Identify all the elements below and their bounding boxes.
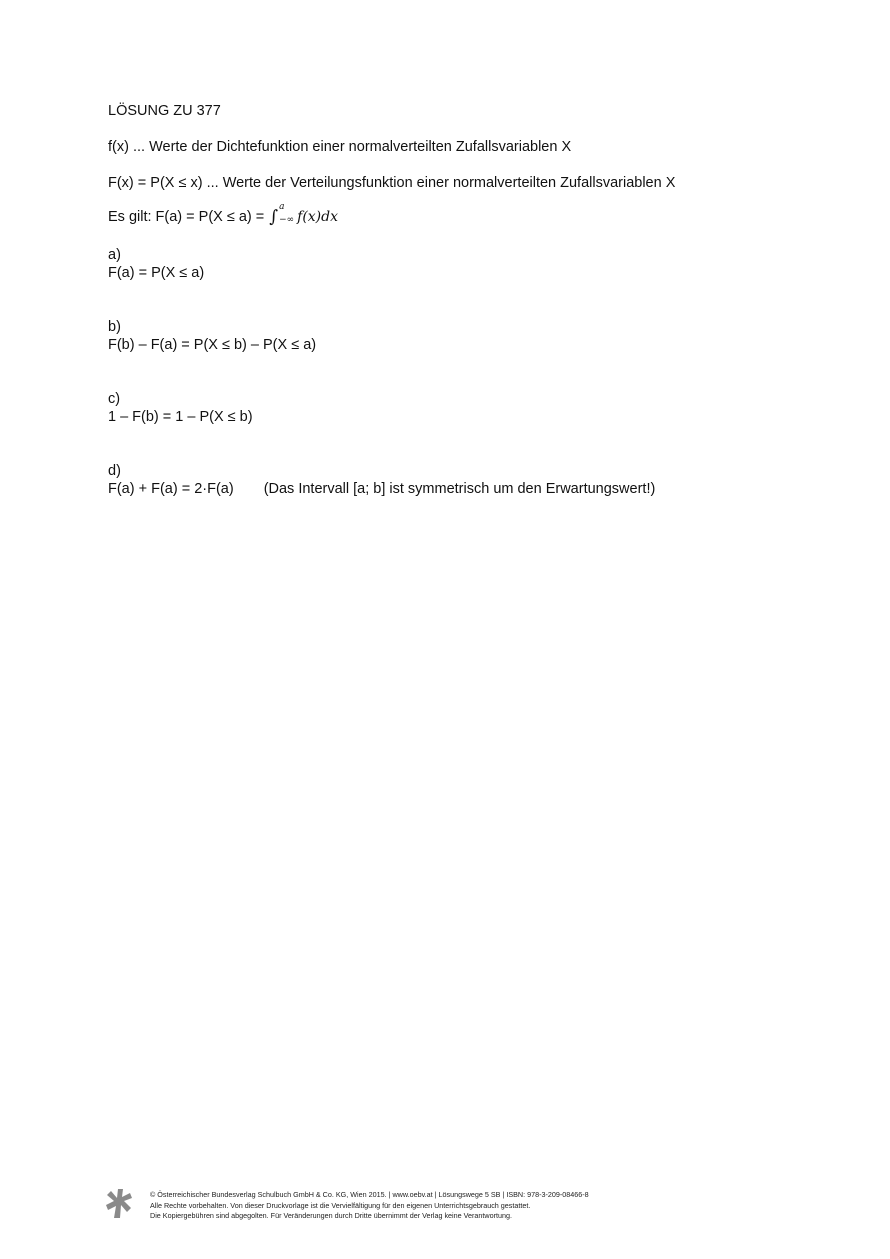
part-b-text: F(b) – F(a) = P(X ≤ b) – P(X ≤ a) <box>108 337 317 353</box>
distribution-definition: F(x) = P(X ≤ x) ... Werte der Verteilungsfunktion einer normalverteilten Zufallsvariablen X <box>108 175 676 191</box>
density-definition: f(x) ... Werte der Dichtefunktion einer normalverteilten Zufallsvariablen X <box>108 139 572 155</box>
integral-lower-limit: −∞ <box>279 215 295 225</box>
part-c-text: 1 – F(b) = 1 – P(X ≤ b) <box>108 409 253 425</box>
integrand: f(x)dx <box>297 209 338 225</box>
part-d-note: (Das Intervall [a; b] ist symmetrisch um den Erwartungswert!) <box>263 481 656 497</box>
part-d-line <box>108 480 828 498</box>
integral-statement-text: Es gilt: F(a) = P(X ≤ a) = <box>108 209 265 225</box>
part-a <box>108 246 828 282</box>
part-c-label: c) <box>108 391 121 407</box>
part-c <box>108 390 828 426</box>
footer-line-1: © Österreichischer Bundesverlag Schulbuch GmbH & Co. KG, Wien 2015. | www.oebv.at | Lösungswege 5 SB | ISBN: 978-3-209-08466-8 <box>150 1190 589 1199</box>
part-b <box>108 318 828 354</box>
integral-expression <box>269 202 338 227</box>
part-b-label: b) <box>108 319 121 335</box>
integral-upper-limit: a <box>279 202 285 212</box>
oebv-logo-icon <box>104 1188 136 1220</box>
part-d-text: F(a) + F(a) = 2·F(a) <box>108 481 234 497</box>
integral-statement <box>108 202 828 227</box>
document-body <box>108 102 828 498</box>
footer-line-2: Alle Rechte vorbehalten. Von dieser Druckvorlage ist die Vervielfältigung für den eigenen Unterrichtsgebrauch gestattet. <box>150 1200 531 1210</box>
part-d-label: d) <box>108 463 121 479</box>
part-d <box>108 462 828 498</box>
footer-line-3: Die Kopiergebühren sind abgegolten. Für Veränderungen durch Dritte übernimmt der Verlag keine Verantwortung. <box>150 1211 512 1220</box>
part-a-text: F(a) = P(X ≤ a) <box>108 265 205 281</box>
page-title: LÖSUNG ZU 377 <box>108 103 221 119</box>
integral-limits <box>279 202 295 225</box>
part-a-label: a) <box>108 247 121 263</box>
footer-copyright <box>150 1190 589 1222</box>
integral-sign: ∫ <box>269 207 279 227</box>
